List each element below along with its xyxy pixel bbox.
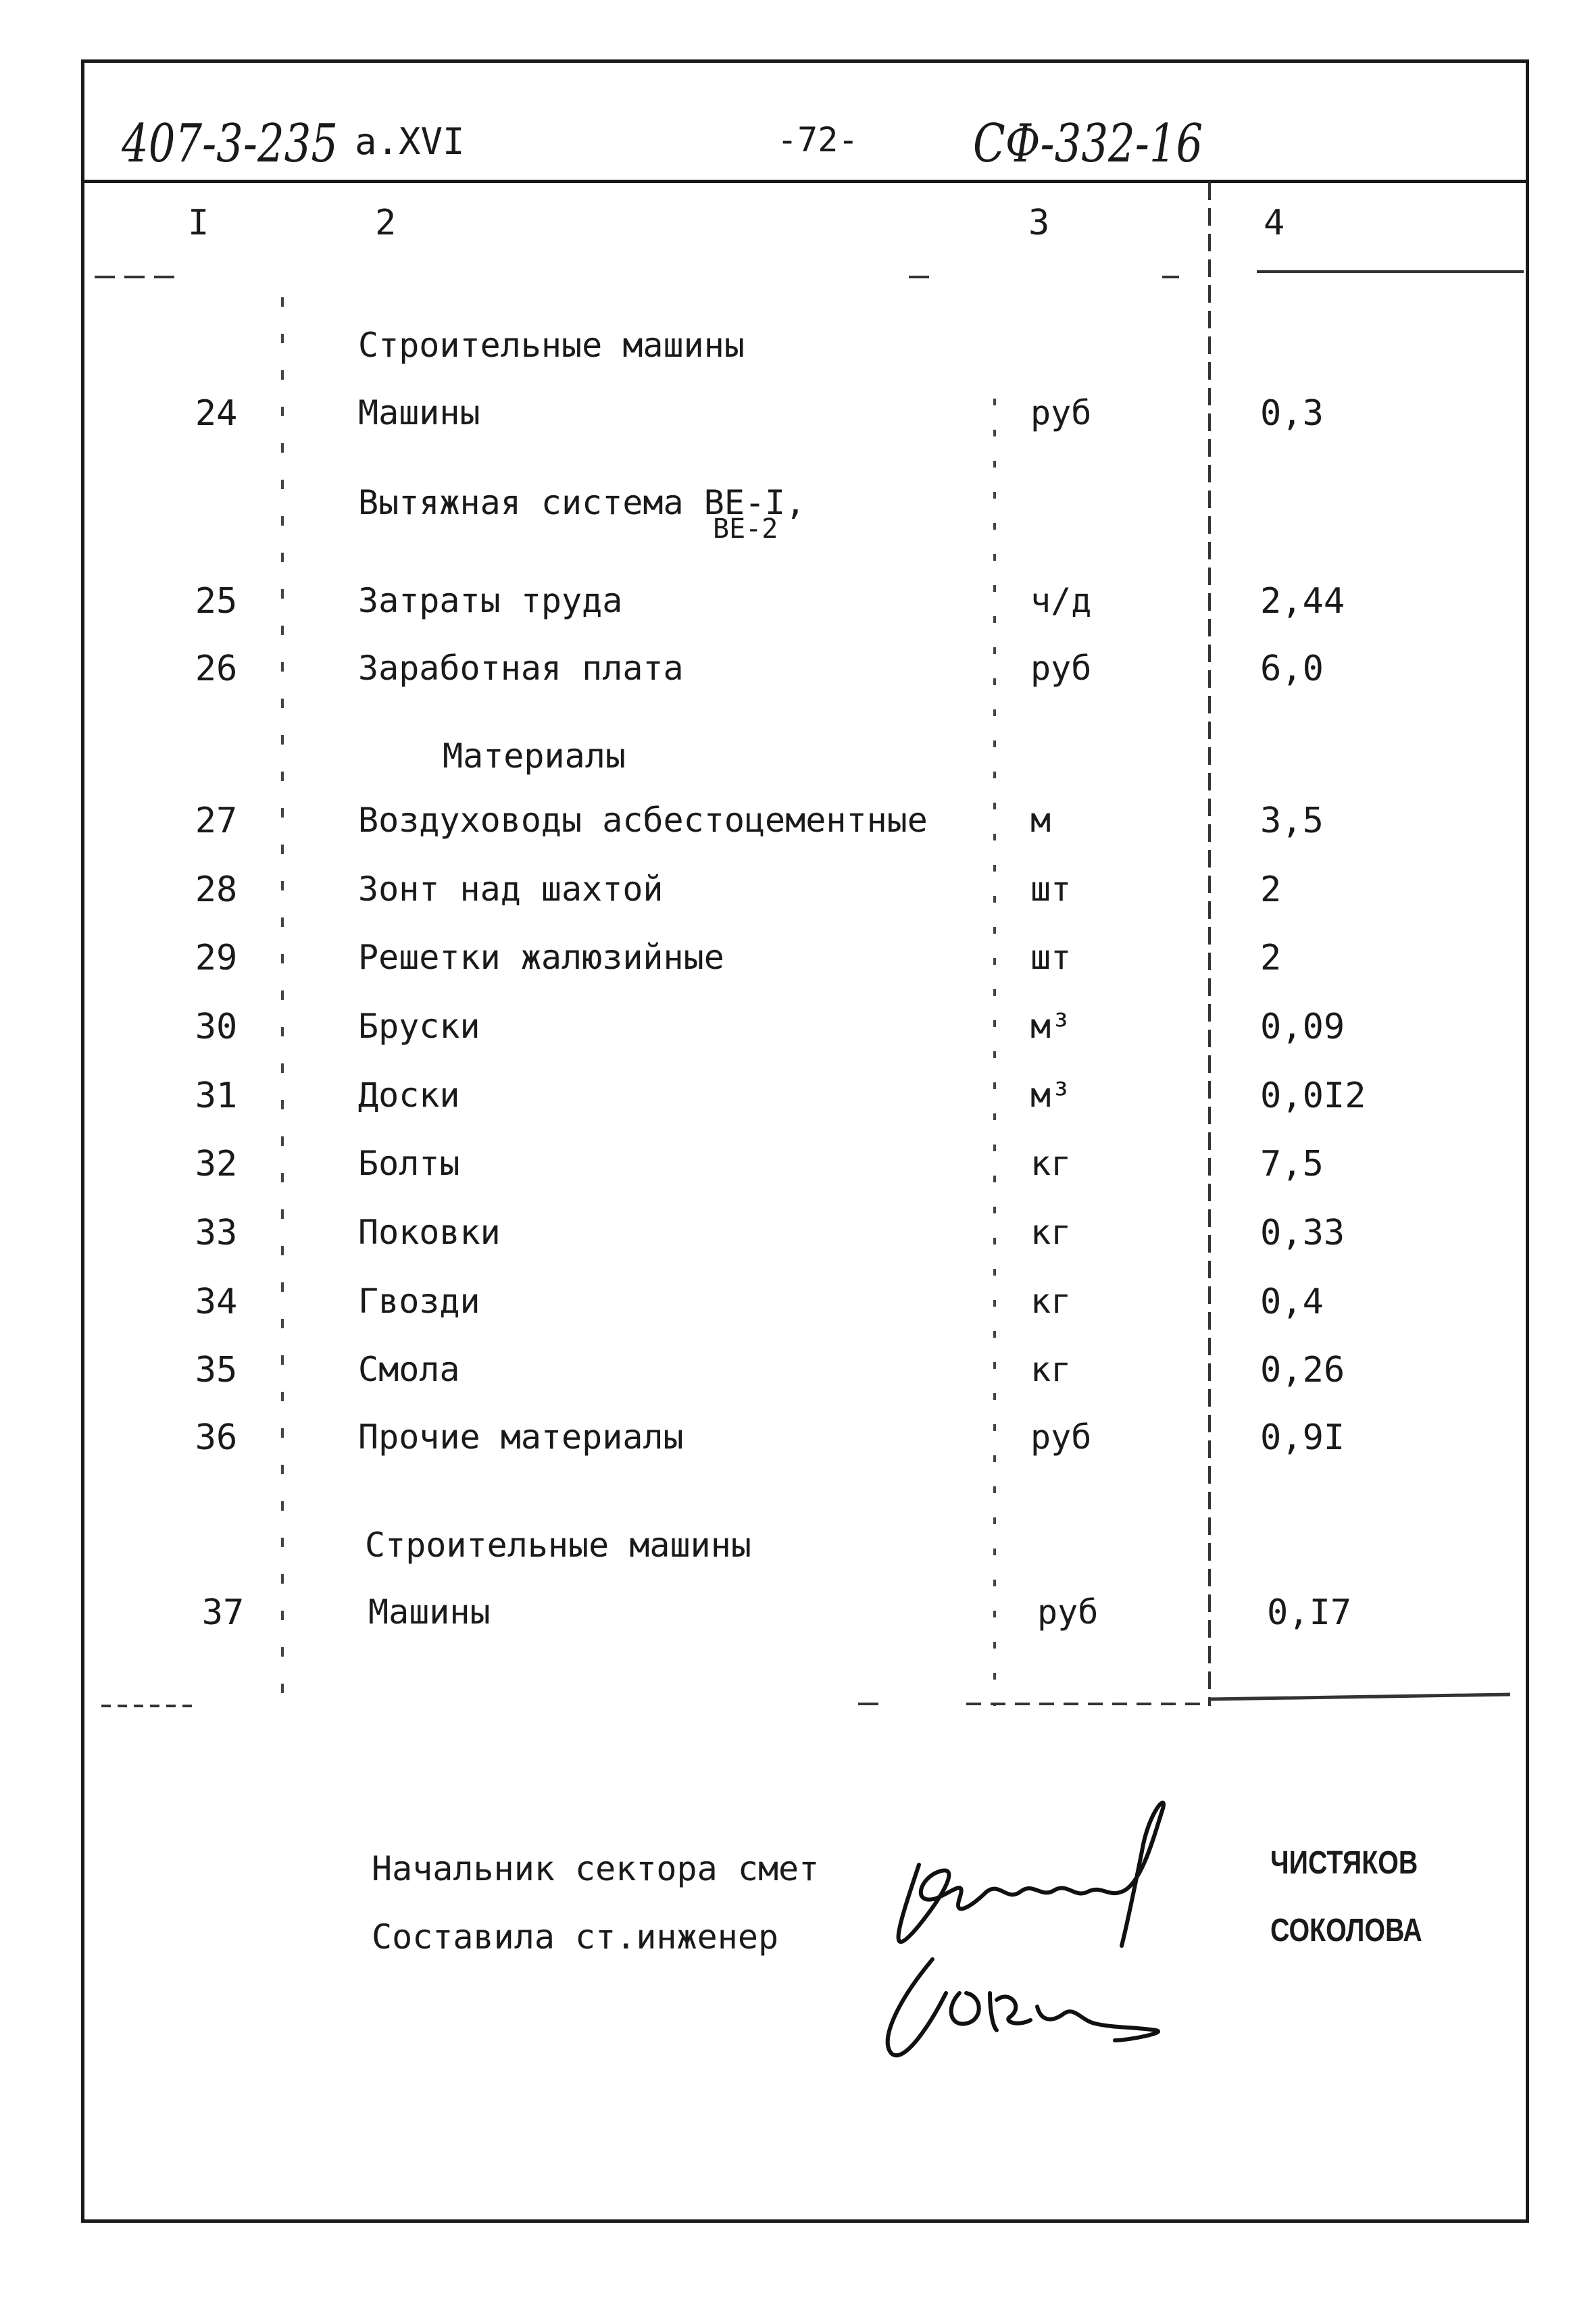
row-number: 24 xyxy=(195,393,238,434)
table-row xyxy=(0,1213,1596,1253)
row-unit: кг xyxy=(1030,1282,1072,1321)
row-unit: кг xyxy=(1030,1144,1072,1183)
table-row xyxy=(0,1007,1596,1047)
project-code: 407-3-235 xyxy=(122,114,339,174)
table-row xyxy=(0,581,1596,622)
page-number: -72- xyxy=(777,120,859,159)
table-row xyxy=(0,1417,1596,1458)
footer-role-engineer: Составила ст.инженер xyxy=(372,1917,779,1957)
row-number: 28 xyxy=(195,870,238,910)
row-value: 7,5 xyxy=(1260,1144,1324,1184)
row-value: 6,0 xyxy=(1260,649,1324,689)
row-unit: шт xyxy=(1030,870,1072,909)
row-unit: шт xyxy=(1030,938,1072,977)
row-value: 0,3 xyxy=(1260,393,1324,434)
row-unit: ч/д xyxy=(1030,581,1092,620)
row-name: Бруски xyxy=(358,1007,480,1046)
section-heading-materials: Материалы xyxy=(443,736,626,776)
row-value: 0,33 xyxy=(1260,1213,1345,1253)
row-value: 0,9I xyxy=(1260,1417,1345,1458)
column-header-1: I xyxy=(188,203,209,243)
row-number: 36 xyxy=(195,1417,238,1458)
column-header-2: 2 xyxy=(375,203,397,243)
table-row xyxy=(0,1282,1596,1322)
row-number: 31 xyxy=(195,1076,238,1116)
signature-image xyxy=(872,1790,1250,2074)
row-unit: м xyxy=(1030,801,1051,840)
row-unit: м³ xyxy=(1030,1076,1072,1115)
column-header-3: 3 xyxy=(1028,203,1050,243)
table-row xyxy=(0,870,1596,910)
row-number: 32 xyxy=(195,1144,238,1184)
section-heading-machines-2: Строительные машины xyxy=(365,1526,751,1565)
row-name: Гвозди xyxy=(358,1282,480,1321)
table-row xyxy=(0,801,1596,841)
row-number: 37 xyxy=(201,1592,245,1633)
row-number: 26 xyxy=(195,649,238,689)
album-number: а.XVI xyxy=(355,120,465,163)
row-unit: руб xyxy=(1037,1592,1099,1632)
row-number: 25 xyxy=(195,581,238,622)
row-value: 0,0I2 xyxy=(1260,1076,1366,1116)
row-number: 29 xyxy=(195,938,238,978)
rule-bottom-col4 xyxy=(1210,1694,1510,1699)
footer-name-engineer: СОКОЛОВА xyxy=(1270,1913,1422,1948)
row-value: 0,09 xyxy=(1260,1007,1345,1047)
row-value: 0,4 xyxy=(1260,1282,1324,1322)
section-heading-machines: Строительные машины xyxy=(358,326,745,365)
table-row xyxy=(0,393,1596,434)
row-value: 0,I7 xyxy=(1267,1592,1352,1633)
row-value: 0,26 xyxy=(1260,1350,1345,1390)
row-name: Смола xyxy=(358,1350,460,1389)
row-name: Затраты труда xyxy=(358,581,623,620)
row-unit: руб xyxy=(1030,649,1092,688)
row-unit: руб xyxy=(1030,1417,1092,1457)
row-unit: кг xyxy=(1030,1350,1072,1389)
section-heading-system-cont: ВЕ-2 xyxy=(713,513,778,545)
row-name: Машины xyxy=(368,1592,491,1632)
row-unit: руб xyxy=(1030,393,1092,432)
row-number: 27 xyxy=(195,801,238,841)
column-header-4: 4 xyxy=(1264,203,1285,243)
table-row xyxy=(0,1076,1596,1116)
row-number: 33 xyxy=(195,1213,238,1253)
row-number: 35 xyxy=(195,1350,238,1390)
table-row xyxy=(0,1592,1596,1633)
footer-name-head: ЧИСТЯКОВ xyxy=(1270,1845,1418,1881)
row-number: 34 xyxy=(195,1282,238,1322)
row-unit: м³ xyxy=(1030,1007,1072,1046)
table-row xyxy=(0,1350,1596,1390)
row-name: Заработная плата xyxy=(358,649,684,688)
row-name: Зонт над шахтой xyxy=(358,870,664,909)
row-name: Воздуховоды асбестоцементные xyxy=(358,801,928,840)
footer-role-head: Начальник сектора смет xyxy=(372,1849,820,1888)
row-name: Прочие материалы xyxy=(358,1417,684,1457)
section-heading-system: Вытяжная система ВЕ-I, xyxy=(358,483,806,522)
table-row xyxy=(0,1144,1596,1184)
row-name: Болты xyxy=(358,1144,460,1183)
row-value: 2,44 xyxy=(1260,581,1345,622)
row-value: 2 xyxy=(1260,870,1282,910)
table-row xyxy=(0,649,1596,689)
row-name: Доски xyxy=(358,1076,460,1115)
document-code: СФ-332-16 xyxy=(973,114,1203,174)
row-name: Поковки xyxy=(358,1213,501,1252)
row-number: 30 xyxy=(195,1007,238,1047)
row-value: 3,5 xyxy=(1260,801,1324,841)
row-name: Решетки жалюзийные xyxy=(358,938,724,977)
row-name: Машины xyxy=(358,393,480,432)
row-unit: кг xyxy=(1030,1213,1072,1252)
table-row xyxy=(0,938,1596,978)
row-value: 2 xyxy=(1260,938,1282,978)
